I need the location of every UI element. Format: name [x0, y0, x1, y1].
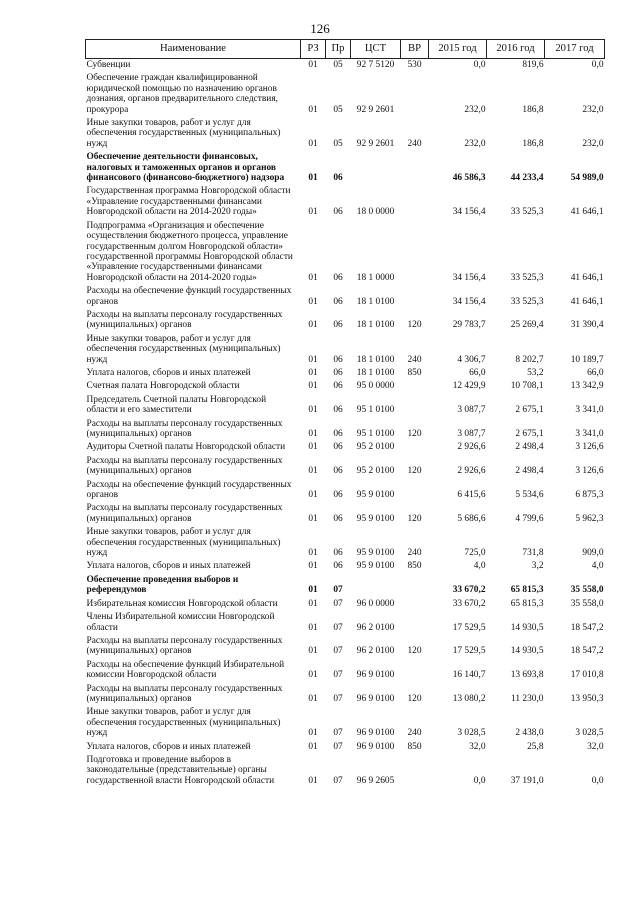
- row-value-2017: 3 028,5: [575, 728, 604, 739]
- row-vr: 530: [407, 60, 422, 70]
- row-value-2017: 3 126,6: [575, 466, 604, 477]
- row-vr: 240: [407, 728, 422, 739]
- row-name: Уплата налогов, сборов и иных платежей: [86, 741, 251, 752]
- row-value-2015: 3 028,5: [457, 728, 486, 739]
- row-name: Расходы на выплаты персоналу государственных (муниципальных) органов: [86, 635, 283, 657]
- row-value-2017: 41 646,1: [570, 207, 604, 218]
- row-pr: 07: [333, 693, 343, 704]
- table-row: [86, 598, 605, 611]
- row-value-2016: 8 202,7: [515, 354, 544, 365]
- header-cst: ЦСТ: [351, 40, 401, 59]
- row-rz: 01: [308, 367, 318, 378]
- row-pr: 07: [333, 598, 343, 609]
- row-value-2015: 4,0: [473, 561, 486, 572]
- row-value-2015: 5 686,6: [457, 513, 486, 524]
- table-row: [86, 479, 605, 503]
- row-value-2017: 0,0: [591, 60, 604, 70]
- row-cst: 96 9 0100: [356, 693, 395, 704]
- row-cst: 92 7 5120: [356, 60, 395, 70]
- row-cst: 95 2 0100: [356, 466, 395, 477]
- row-value-2017: 909,0: [582, 548, 604, 559]
- row-value-2017: 4,0: [591, 561, 604, 572]
- table-row: [86, 741, 605, 754]
- row-rz: 01: [308, 320, 318, 331]
- row-vr: 120: [407, 466, 422, 477]
- row-vr: 120: [407, 693, 422, 704]
- row-cst: 95 9 0100: [356, 513, 395, 524]
- row-cst: 96 0 0000: [356, 598, 395, 609]
- row-cst: 95 1 0100: [356, 405, 395, 416]
- row-value-2015: 13 080,2: [452, 693, 486, 704]
- row-value-2017: 35 558,0: [570, 598, 604, 609]
- row-cst: 92 9 2601: [356, 104, 395, 115]
- row-value-2017: 13 342,9: [570, 381, 604, 392]
- budget-table: [85, 39, 605, 788]
- row-cst: 18 1 0100: [356, 367, 395, 378]
- row-value-2015: 2 926,6: [457, 466, 486, 477]
- row-rz: 01: [308, 741, 318, 752]
- row-value-2016: 14 930,5: [510, 646, 544, 657]
- row-name: Расходы на выплаты персоналу государственных (муниципальных) органов: [86, 455, 283, 477]
- row-value-2016: 186,8: [522, 104, 544, 115]
- row-value-2016: 5 534,6: [515, 490, 544, 501]
- row-value-2015: 34 156,4: [452, 296, 486, 307]
- table-row: [86, 441, 605, 454]
- table-row: [86, 367, 605, 380]
- table-row: [86, 560, 605, 573]
- row-rz: 01: [308, 693, 318, 704]
- row-name: Обеспечение проведения выборов и референдумов: [86, 574, 239, 596]
- row-rz: 01: [308, 622, 318, 633]
- row-vr: 120: [407, 513, 422, 524]
- row-vr: [401, 598, 429, 611]
- row-value-2016: 33 525,3: [510, 296, 544, 307]
- row-name: Подпрограмма «Организация и обеспечение осуществления бюджетного процесса, управление государственным долгом Новгородской области» государственной программы Новгородской области «Управление государственными финансами Новгородской области на 2014-2020 годы»: [86, 220, 293, 283]
- row-value-2017: 17 010,8: [570, 670, 604, 681]
- table-row: [86, 706, 605, 740]
- header-year-2016: 2016 год: [487, 40, 545, 59]
- row-value-2016: 44 233,4: [510, 173, 544, 184]
- row-value-2015: 34 156,4: [452, 272, 486, 283]
- row-value-2016: 33 525,3: [510, 272, 544, 283]
- row-pr: 05: [333, 138, 343, 149]
- table-row: [86, 72, 605, 117]
- row-name: Расходы на выплаты персоналу государственных (муниципальных) органов: [86, 309, 283, 331]
- header-year-2015: 2015 год: [429, 40, 487, 59]
- row-value-2017: 18 547,2: [570, 646, 604, 657]
- row-name: Государственная программа Новгородской области «Управление государственными финансами Новгородской области на 2014-2020 годы»: [86, 186, 291, 218]
- row-name: Подготовка и проведение выборов в законодательные (представительные) органы государственной власти Новгородской области: [86, 754, 275, 786]
- table-body: [86, 59, 605, 789]
- row-value-2015: 0,0: [473, 60, 486, 70]
- table-row: [86, 659, 605, 683]
- row-pr: 06: [333, 548, 343, 559]
- row-name: Субвенции: [86, 60, 131, 70]
- row-value-2016: 10 708,1: [510, 381, 544, 392]
- row-pr: 06: [333, 207, 343, 218]
- table-row: [86, 185, 605, 219]
- row-pr: 06: [333, 354, 343, 365]
- table-row: [86, 394, 605, 418]
- row-cst: 18 1 0100: [356, 354, 395, 365]
- row-pr: 07: [333, 775, 343, 786]
- row-value-2016: 53,2: [527, 367, 544, 378]
- row-cst: 18 1 0000: [356, 272, 395, 283]
- row-value-2015: 17 529,5: [452, 646, 486, 657]
- row-vr: [401, 185, 429, 219]
- row-value-2015: 17 529,5: [452, 622, 486, 633]
- row-vr: 850: [407, 741, 422, 752]
- row-value-2016: 2 675,1: [515, 405, 544, 416]
- row-value-2017: 35 558,0: [570, 585, 604, 596]
- page-number: 126: [310, 21, 330, 36]
- row-value-2015: 6 415,6: [457, 490, 486, 501]
- row-vr: [401, 441, 429, 454]
- row-rz: 01: [308, 490, 318, 501]
- row-pr: 07: [333, 741, 343, 752]
- row-value-2016: 13 693,8: [510, 670, 544, 681]
- row-name: Расходы на выплаты персоналу государственных (муниципальных) органов: [86, 683, 283, 704]
- row-name: Расходы на выплаты персоналу государственных (муниципальных) органов: [86, 503, 283, 524]
- row-cst: 96 9 0100: [356, 670, 395, 681]
- row-rz: 01: [308, 381, 318, 392]
- row-rz: 01: [308, 775, 318, 786]
- row-cst: 95 9 0100: [356, 490, 395, 501]
- table-row: [86, 502, 605, 526]
- row-vr: 120: [407, 429, 422, 439]
- row-cst: 18 1 0100: [356, 320, 395, 331]
- row-cst: [351, 151, 401, 185]
- row-value-2015: 66,0: [469, 367, 486, 378]
- table-row: [86, 151, 605, 185]
- table-row: [86, 526, 605, 560]
- row-vr: 850: [407, 561, 422, 572]
- row-value-2017: 5 962,3: [575, 513, 604, 524]
- row-cst: 96 2 0100: [356, 622, 395, 633]
- row-rz: 01: [308, 104, 318, 115]
- row-name: Иные закупки товаров, работ и услуг для обеспечения государственных (муниципальных) нужд: [86, 118, 281, 149]
- row-pr: 07: [333, 670, 343, 681]
- row-name: Председатель Счетной палаты Новгородской области и его заместители: [86, 394, 267, 416]
- row-pr: 07: [333, 646, 343, 657]
- row-rz: 01: [308, 207, 318, 218]
- row-vr: 850: [407, 367, 422, 378]
- row-name: Расходы на обеспечение функций государственных органов: [86, 479, 292, 501]
- row-vr: 240: [407, 354, 422, 365]
- row-name: Аудиторы Счетной палаты Новгородской области: [86, 442, 286, 453]
- header-vr: ВР: [401, 40, 429, 59]
- row-value-2016: 731,8: [522, 548, 544, 559]
- row-rz: 01: [308, 442, 318, 453]
- row-name: Обеспечение деятельности финансовых, налоговых и таможенных органов и органов финансового (финансово-бюджетного) надзора: [86, 152, 285, 184]
- row-cst: 96 9 0100: [356, 728, 395, 739]
- row-value-2016: 3,2: [531, 561, 544, 572]
- row-value-2016: 2 498,4: [515, 442, 544, 453]
- row-value-2016: 33 525,3: [510, 207, 544, 218]
- row-rz: 01: [308, 561, 318, 572]
- row-cst: 92 9 2601: [356, 138, 395, 149]
- row-name: Обеспечение граждан квалифицированной юридической помощью по назначению органов дознания, органов предварительного следствия, прокурора: [86, 73, 278, 115]
- row-value-2015: 34 156,4: [452, 207, 486, 218]
- row-name: Расходы на обеспечение функций государственных органов: [86, 286, 292, 307]
- row-rz: 01: [308, 173, 318, 184]
- table-row: [86, 574, 605, 598]
- table-row: [86, 418, 605, 442]
- row-value-2017: 6 875,3: [575, 490, 604, 501]
- row-pr: 06: [333, 490, 343, 501]
- row-vr: 240: [407, 548, 422, 559]
- table-row: [86, 754, 605, 788]
- row-vr: 240: [407, 138, 422, 149]
- row-value-2016: 11 230,0: [511, 693, 544, 704]
- row-rz: 01: [308, 429, 318, 439]
- row-pr: 07: [333, 728, 343, 739]
- row-rz: 01: [308, 138, 318, 149]
- row-value-2016: 2 438,0: [515, 728, 544, 739]
- row-vr: [401, 659, 429, 683]
- row-value-2015: 29 783,7: [452, 320, 486, 331]
- row-value-2017: 32,0: [587, 741, 604, 752]
- row-cst: 18 1 0100: [356, 296, 395, 307]
- row-rz: 01: [308, 405, 318, 416]
- table-row: [86, 285, 605, 309]
- row-rz: 01: [308, 354, 318, 365]
- row-cst: 95 1 0100: [356, 429, 395, 439]
- row-rz: 01: [308, 548, 318, 559]
- row-name: Иные закупки товаров, работ и услуг для обеспечения государственных (муниципальных) нужд: [86, 527, 281, 559]
- row-name: Иные закупки товаров, работ и услуг для обеспечения государственных (муниципальных) нужд: [86, 707, 281, 739]
- table-row: [86, 380, 605, 393]
- row-value-2015: 33 670,2: [452, 585, 486, 596]
- row-pr: 07: [333, 622, 343, 633]
- header-rz: РЗ: [301, 40, 326, 59]
- row-pr: 05: [333, 60, 343, 70]
- row-cst: 95 2 0100: [356, 442, 395, 453]
- row-value-2016: 25,8: [527, 741, 544, 752]
- row-value-2015: 33 670,2: [452, 598, 486, 609]
- row-name: Избирательная комиссия Новгородской области: [86, 598, 278, 609]
- row-vr: [401, 151, 429, 185]
- row-vr: [401, 754, 429, 788]
- row-value-2015: 3 087,7: [457, 429, 486, 439]
- table-row: [86, 117, 605, 151]
- row-value-2017: 13 950,3: [570, 693, 604, 704]
- row-pr: 06: [333, 466, 343, 477]
- row-vr: [401, 394, 429, 418]
- row-pr: 06: [333, 367, 343, 378]
- row-pr: 06: [333, 405, 343, 416]
- row-cst: 95 0 0000: [356, 381, 395, 392]
- row-value-2016: 65 815,3: [510, 585, 544, 596]
- row-value-2016: 4 799,6: [515, 513, 544, 524]
- row-value-2017: 0,0: [591, 775, 604, 786]
- header-name: Наименование: [86, 40, 301, 59]
- row-value-2015: 725,0: [464, 548, 486, 559]
- row-cst: [351, 574, 401, 598]
- row-name: Уплата налогов, сборов и иных платежей: [86, 561, 251, 572]
- row-pr: 07: [333, 585, 343, 596]
- row-pr: 06: [333, 442, 343, 453]
- row-name: Расходы на выплаты персоналу государственных (муниципальных) органов: [86, 418, 283, 439]
- table-row: [86, 59, 605, 73]
- table-row: [86, 309, 605, 333]
- row-value-2015: 16 140,7: [452, 670, 486, 681]
- row-pr: 06: [333, 320, 343, 331]
- row-value-2017: 31 390,4: [570, 320, 604, 331]
- row-rz: 01: [308, 272, 318, 283]
- row-value-2016: 65 815,3: [510, 598, 544, 609]
- row-pr: 06: [333, 173, 343, 184]
- table-header-row: [86, 40, 605, 59]
- row-value-2015: 2 926,6: [457, 442, 486, 453]
- row-value-2016: 14 930,5: [510, 622, 544, 633]
- table-row: [86, 683, 605, 707]
- row-name: Расходы на обеспечение функций Избирательной комиссии Новгородской области: [86, 659, 285, 681]
- row-rz: 01: [308, 60, 318, 70]
- row-rz: 01: [308, 585, 318, 596]
- row-value-2016: 186,8: [522, 138, 544, 149]
- table-row: [86, 220, 605, 285]
- row-value-2017: 232,0: [582, 104, 604, 115]
- row-rz: 01: [308, 598, 318, 609]
- row-vr: [401, 220, 429, 285]
- row-vr: [401, 611, 429, 635]
- row-cst: 95 9 0100: [356, 548, 395, 559]
- header-year-2017: 2017 год: [545, 40, 605, 59]
- row-value-2015: 232,0: [464, 104, 486, 115]
- row-pr: 06: [333, 429, 343, 439]
- row-rz: 01: [308, 646, 318, 657]
- row-value-2016: 2 675,1: [515, 429, 544, 439]
- row-rz: 01: [308, 728, 318, 739]
- row-value-2015: 3 087,7: [457, 405, 486, 416]
- row-value-2017: 41 646,1: [570, 272, 604, 283]
- row-value-2016: 2 498,4: [515, 466, 544, 477]
- row-rz: 01: [308, 466, 318, 477]
- row-cst: 95 9 0100: [356, 561, 395, 572]
- row-vr: [401, 574, 429, 598]
- row-value-2016: 819,6: [522, 60, 544, 70]
- row-value-2017: 3 341,0: [575, 405, 604, 416]
- row-vr: 120: [407, 646, 422, 657]
- row-cst: 96 9 2605: [356, 775, 395, 786]
- row-vr: [401, 285, 429, 309]
- row-pr: 06: [333, 561, 343, 572]
- row-vr: 120: [407, 320, 422, 331]
- table-row: [86, 333, 605, 367]
- row-value-2015: 4 306,7: [457, 354, 486, 365]
- row-pr: 06: [333, 381, 343, 392]
- row-pr: 05: [333, 104, 343, 115]
- row-value-2017: 66,0: [587, 367, 604, 378]
- row-value-2017: 54 989,0: [570, 173, 604, 184]
- row-value-2017: 3 341,0: [575, 429, 604, 439]
- row-rz: 01: [308, 296, 318, 307]
- row-rz: 01: [308, 670, 318, 681]
- table-row: [86, 635, 605, 659]
- row-value-2017: 41 646,1: [570, 296, 604, 307]
- row-cst: 96 9 0100: [356, 741, 395, 752]
- row-value-2016: 37 191,0: [510, 775, 544, 786]
- row-value-2017: 10 189,7: [570, 354, 604, 365]
- row-value-2017: 3 126,6: [575, 442, 604, 453]
- row-cst: 18 0 0000: [356, 207, 395, 218]
- row-value-2017: 18 547,2: [570, 622, 604, 633]
- row-name: Иные закупки товаров, работ и услуг для обеспечения государственных (муниципальных) нужд: [86, 333, 281, 365]
- row-value-2015: 12 429,9: [452, 381, 486, 392]
- row-vr: [401, 72, 429, 117]
- row-value-2015: 46 586,3: [452, 173, 486, 184]
- row-name: Члены Избирательной комиссии Новгородской области: [86, 612, 275, 633]
- row-value-2017: 232,0: [582, 138, 604, 149]
- row-cst: 96 2 0100: [356, 646, 395, 657]
- row-pr: 06: [333, 513, 343, 524]
- row-rz: 01: [308, 513, 318, 524]
- table-row: [86, 455, 605, 479]
- row-name: Уплата налогов, сборов и иных платежей: [86, 367, 251, 378]
- row-vr: [401, 479, 429, 503]
- row-value-2015: 32,0: [469, 741, 486, 752]
- row-name: Счетная палата Новгородской области: [86, 381, 240, 392]
- row-value-2015: 0,0: [473, 775, 486, 786]
- header-pr: Пр: [326, 40, 351, 59]
- row-pr: 06: [333, 296, 343, 307]
- table-row: [86, 611, 605, 635]
- row-pr: 06: [333, 272, 343, 283]
- row-value-2016: 25 269,4: [510, 320, 544, 331]
- row-vr: [401, 380, 429, 393]
- row-value-2015: 232,0: [464, 138, 486, 149]
